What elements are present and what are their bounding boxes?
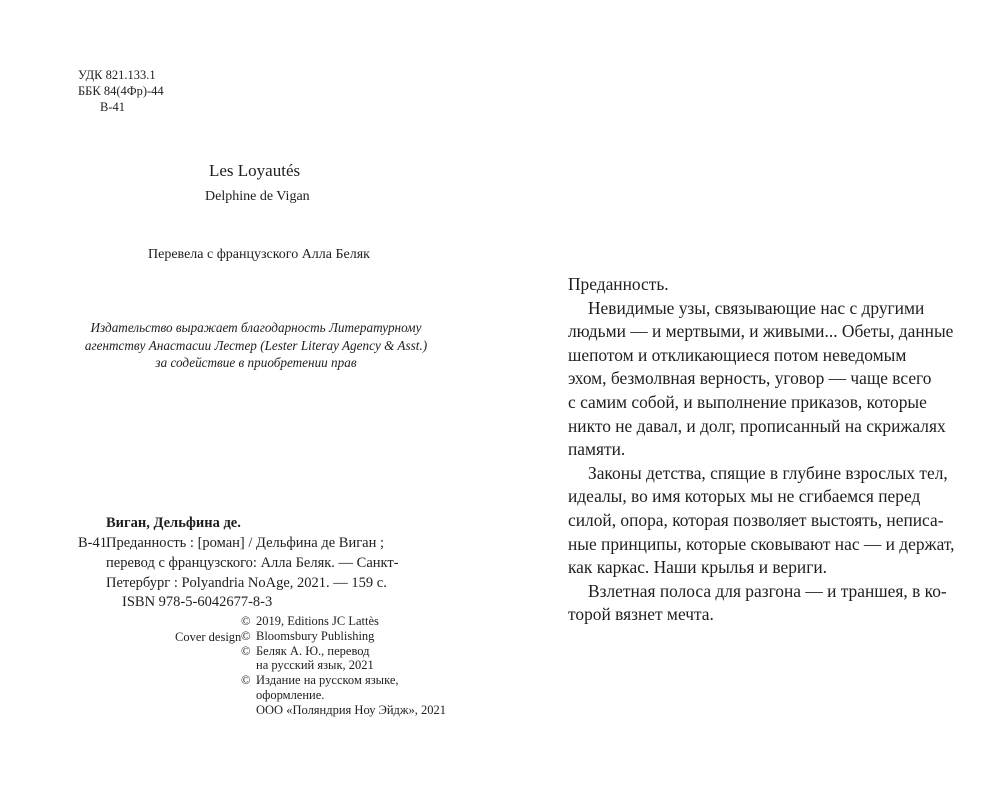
copyright-symbol: © — [241, 628, 251, 643]
epigraph-line: как каркас. Наши крылья и вериги. — [568, 557, 827, 578]
acknowledgement-line: за содействие в приобретении прав — [155, 355, 357, 370]
epigraph-line: Взлетная полоса для разгона — и траншея, в ко- — [588, 580, 947, 601]
copyright-symbol: © — [241, 643, 251, 658]
original-author: Delphine de Vigan — [205, 189, 310, 204]
epigraph-line: шепотом и откликающиеся потом неведомым — [568, 344, 907, 365]
isbn: ISBN 978-5-6042677-8-3 — [122, 594, 273, 610]
epigraph-paragraph — [568, 297, 968, 462]
epigraph-line: Преданность. — [568, 274, 669, 294]
udk-code: УДК 821.133.1 — [78, 68, 156, 82]
epigraph-paragraph — [568, 462, 968, 580]
copyright-symbol: © — [241, 673, 251, 688]
copyright-symbol: © — [241, 614, 251, 628]
copyright-line: 2019, Editions JC Lattès — [256, 614, 379, 628]
catalog-author-heading: Виган, Дельфина де. — [106, 515, 241, 531]
original-title: Les Loyautés — [209, 161, 301, 180]
acknowledgement-line: агентству Анастасии Лестер (Lester Literay Agency & Asst.) — [84, 337, 428, 353]
epigraph — [568, 273, 968, 627]
copyright-line: Издание на русском языке, — [256, 673, 399, 688]
catalog-line: перевод с французского: Алла Беляк. — Санкт- — [106, 555, 399, 571]
classification-block — [78, 67, 164, 115]
epigraph-line: с самим собой, и выполнение приказов, которые — [568, 391, 927, 412]
copyright-line: на русский язык, 2021 — [256, 658, 374, 673]
epigraph-line: идеалы, во имя которых мы не сгибаемся перед — [568, 486, 921, 507]
epigraph-line: никто не давал, и долг, прописанный на скрижалях — [568, 415, 946, 436]
epigraph-line: Невидимые узы, связывающие нас с другими — [588, 297, 925, 318]
copyright-line: Беляк А. Ю., перевод — [256, 643, 370, 658]
copyright-line: оформление. — [256, 687, 325, 702]
epigraph-line: памяти. — [568, 439, 626, 460]
epigraph-line: людьми — и мертвыми, и живыми... Обеты, данные — [568, 321, 954, 342]
acknowledgement — [72, 319, 440, 372]
copyright-list — [241, 614, 501, 724]
epigraph-line: силой, опора, которая позволяет выстоять, неписа- — [568, 509, 944, 530]
epigraph-line: торой вязнет мечта. — [568, 604, 714, 625]
catalog-line: Преданность : [роман] / Дельфина де Виган ; — [106, 535, 384, 551]
bbk-code: ББК 84(4Фр)-44 — [78, 84, 164, 98]
catalog-code: В-41 — [78, 535, 107, 551]
copyright-line: ООО «Поляндрия Ноу Эйдж», 2021 — [256, 702, 447, 717]
epigraph-line: Законы детства, спящие в глубине взрослых тел, — [588, 462, 948, 483]
author-mark: В-41 — [100, 100, 125, 114]
cover-design-label: Cover design — [175, 630, 242, 644]
acknowledgement-line: Издательство выражает благодарность Литературному — [90, 320, 422, 335]
epigraph-paragraph — [568, 273, 968, 297]
epigraph-line: ные принципы, которые сковывают нас — и держат, — [568, 533, 955, 554]
epigraph-paragraph — [568, 580, 968, 627]
translator-line: Перевела с французского Алла Беляк — [148, 247, 370, 262]
copyright-line: Bloomsbury Publishing — [256, 628, 375, 643]
epigraph-line: эхом, безмолвная верность, уговор — чаще всего — [568, 368, 932, 389]
catalog-description — [106, 533, 399, 593]
catalog-line: Петербург : Polyandria NoAge, 2021. — 159 с. — [106, 575, 387, 591]
